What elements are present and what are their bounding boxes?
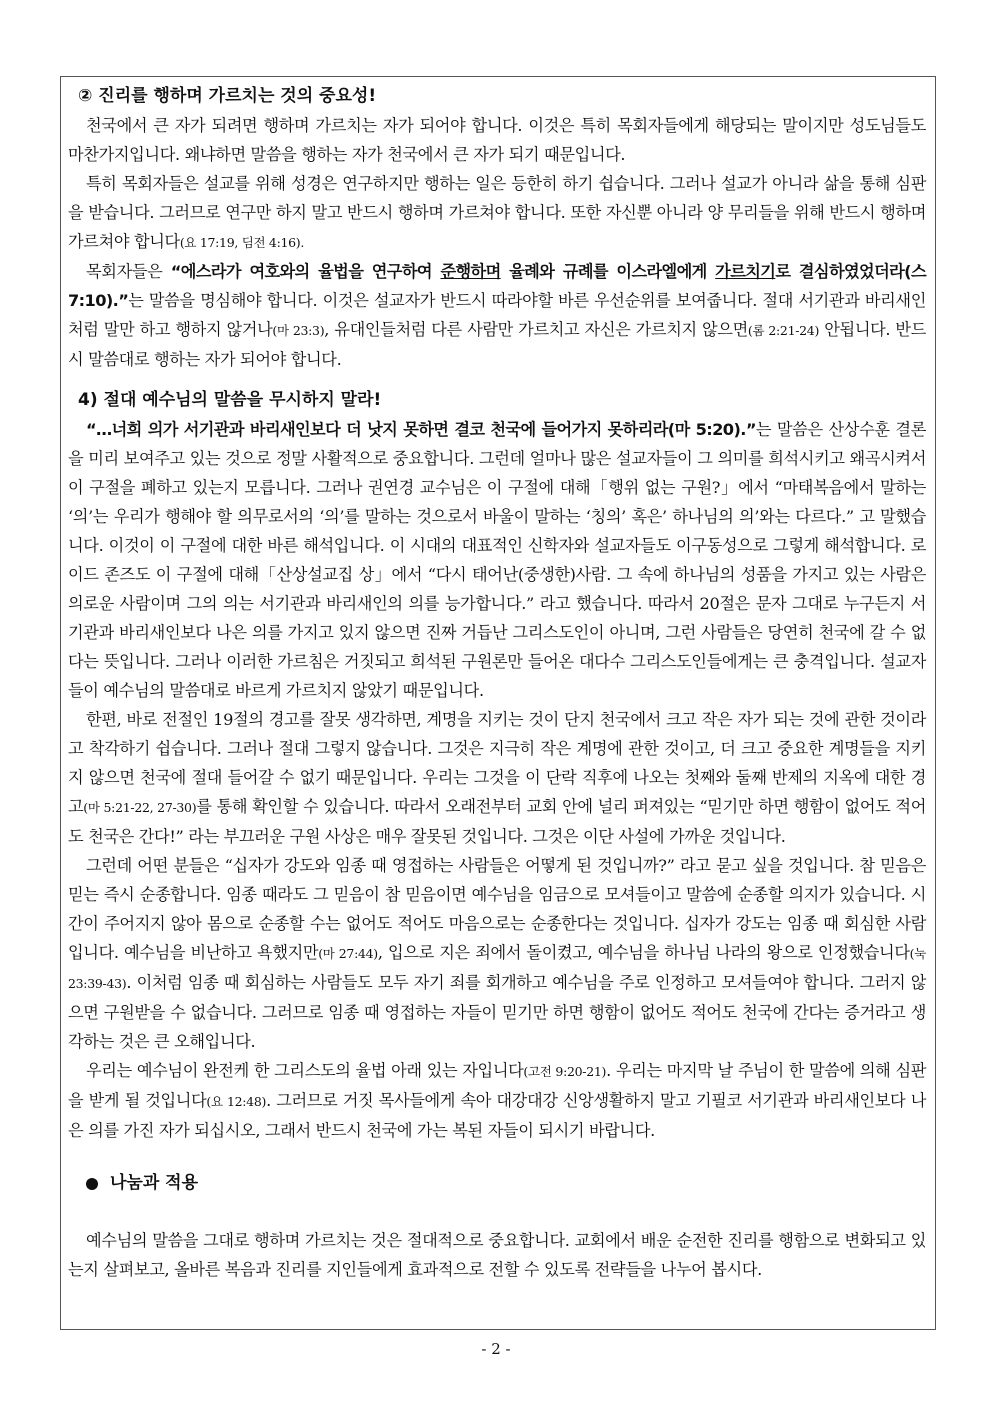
sharing-paragraph: 예수님의 말씀을 그대로 행하며 가르치는 것은 절대적으로 중요합니다. 교회에서 배운 순전한 진리를 행함으로 변화되고 있는지 살펴보고, 올바른 복음과 진리를 지인들에게 효과적으로 전할 수 있도록 전략들을 나누어 봅시다. xyxy=(68,1231,926,1279)
section-4-paragraph-1 xyxy=(68,415,926,705)
paragraph-text: 그런데 어떤 분들은 “십자가 강도와 임종 때 영접하는 사람들은 어떻게 된 것입니까?” 라고 묻고 싶을 것입니다. 참 믿음은 믿는 즉시 순종합니다. 임종 때라도 그 믿음이 참 믿음이면 예수님을 임금으로 모셔들이고 말씀에 순종할 의지가 있습니다. 시간이 주어지지 않아 몸으로 순종할 수는 없어도 적어도 마음으로는 순종한다는 것입니다. 십자가 강도는 임종 때 회심한 사람입니다. 예수님을 비난하고 욕했지만 xyxy=(68,856,926,962)
scripture-reference: (요 17:19, 딤전 4:16). xyxy=(179,235,305,250)
paragraph-text: . 그러므로 거짓 목사들에게 속아 대강대강 신앙생활하지 말고 기필코 서기관과 바리새인보다 나은 의를 가진 자가 되십시오, 그래서 반드시 천국에 가는 복된 자들이 되시기 바랍니다. xyxy=(68,1091,926,1140)
bullet-icon xyxy=(86,1178,98,1190)
section-4-paragraph-4 xyxy=(68,1056,926,1145)
paragraph-text: 는 말씀은 산상수훈 결론을 미리 보여주고 있는 것으로 정말 사활적으로 중요합니다. 그런데 얼마나 많은 설교자들이 그 의미를 희석시키고 왜곡시켜서 이 구절을 폐하고 있는지 모릅니다. 그러나 권연경 교수님은 이 구절에 대해「행위 없는 구원?」에서 “마태복음에서 말하는 ‘의’는 우리가 행해야 할 의무로서의 ‘의’를 말하는 것으로서 바울이 말하는 ‘칭의’ 혹은’ 하나님의 의’와는 다르다.” 고 말했습니다. 이것이 이 구절에 대한 바른 해석입니다. 이 시대의 대표적인 신학자와 설교자들도 이구동성으로 그렇게 해석합니다. 로이드 존즈도 이 구절에 대해「산상설교집 상」에서 “다시 태어난(중생한)사람. 그 속에 하나님의 성품을 가지고 있는 사람은 의로운 사람이며 그의 의는 서기관과 바리새인의 의를 능가합니다.” 라고 했습니다. 따라서 20절은 문자 그대로 누구든지 서기관과 바리새인보다 나은 의를 가지고 있지 않으면 진짜 거듭난 그리스도인이 아니며, 그런 사람들은 당연히 천국에 갈 수 없다는 뜻입니다. 그러나 이러한 가르침은 거짓되고 희석된 구원론만 들어온 대다수 그리스도인들에게는 큰 충격입니다. 설교자들이 예수님의 말씀대로 바르게 가르치지 않았기 때문입니다. xyxy=(68,420,926,700)
paragraph-text: . 우리는 마지막 날 주님이 한 말씀에 의해 심판을 받게 될 것입니다 xyxy=(68,1061,927,1110)
scripture-reference: (마 23:3) xyxy=(272,323,325,338)
underlined-word: 가르치기 xyxy=(715,262,776,281)
section-2-paragraph-1: 천국에서 큰 자가 되려면 행하며 가르치는 자가 되어야 합니다. 이것은 특히 목회자들에게 해당되는 말이지만 성도님들도 마찬가지입니다. 왜냐하면 말씀을 행하는 자가 천국에서 큰 자가 되기 때문입니다. xyxy=(68,116,926,164)
scripture-reference: (고전 9:20-21) xyxy=(523,1064,607,1079)
section-4-heading: 4) 절대 예수님의 말씀을 무시하지 말라! xyxy=(78,390,382,410)
bold-quote: “…너희 의가 서기관과 바리새인보다 더 낫지 못하면 결코 천국에 들어가지 못하리라(마 5:20).” xyxy=(86,420,756,439)
scripture-reference: (눅 23:39-43) xyxy=(68,946,926,991)
scripture-reference: (요 12:48) xyxy=(206,1094,267,1109)
section-2-heading: ② 진리를 행하며 가르치는 것의 중요성! xyxy=(78,86,377,106)
quote-part: 율례와 규례를 이스라엘에게 xyxy=(500,262,716,281)
paragraph-text: 를 통해 확인할 수 있습니다. 따라서 오래전부터 교회 안에 널리 퍼져있는 “믿기만 하면 행함이 없어도 적어도 천국은 간다!” 라는 부끄러운 구원 사상은 매우 잘못된 것입니다. 그것은 이단 사설에 가까운 것입니다. xyxy=(68,797,926,846)
underlined-word: 준행하며 xyxy=(440,262,501,281)
section-2-paragraph-2 xyxy=(68,169,926,257)
paragraph-text: . 이처럼 임종 때 회심하는 사람들도 모두 자기 죄를 회개하고 예수님을 주로 인정하고 모셔들여야 합니다. 그러지 않으면 구원받을 수 없습니다. 그러므로 임종 때 영접하는 자들이 믿기만 하면 행함이 없어도 적어도 천국에 간다는 증거라고 생각하는 것은 큰 오해입니다. xyxy=(68,973,926,1051)
quote-part: 로 결심하였었더라(스 7:10).” xyxy=(68,262,926,310)
scripture-reference: (롬 2:21-24) xyxy=(747,323,820,338)
paragraph-text: 안됩니다. 반드시 말씀대로 행하는 자가 되어야 합니다. xyxy=(68,320,927,369)
section-4-paragraph-2 xyxy=(68,705,926,851)
section-4-paragraph-3 xyxy=(68,851,926,1056)
paragraph-text: 는 말씀을 명심해야 합니다. 이것은 설교자가 반드시 따라야할 바른 우선순위를 보여줍니다. 절대 서기관과 바리새인처럼 말만 하고 행하지 않거나 xyxy=(68,291,926,339)
paragraph-text: , 입으로 지은 죄에서 돌이켰고, 예수님을 하나님 나라의 왕으로 인정했습니다 xyxy=(377,943,910,962)
paragraph-text: 한편, 바로 전절인 19절의 경고를 잘못 생각하면, 계명을 지키는 것이 단지 천국에서 크고 작은 자가 되는 것에 관한 것이라고 착각하기 쉽습니다. 그러나 절대 그렇지 않습니다. 그것은 지극히 작은 계명에 관한 것이고, 더 크고 중요한 계명들을 지키지 않으면 천국에 절대 들어갈 수 없기 때문입니다. 우리는 그것을 이 단락 직후에 나오는 첫째와 둘째 반제의 지옥에 대한 경고 xyxy=(68,710,926,816)
scripture-reference: (마 27:44) xyxy=(318,946,378,961)
scripture-reference: (마 5:21-22, 27-30) xyxy=(83,800,197,815)
document-body xyxy=(68,82,926,1284)
sharing-heading-text: 나눔과 적용 xyxy=(110,1173,199,1193)
paragraph-text: 특히 목회자들은 설교를 위해 성경은 연구하지만 행하는 일은 등한히 하기 쉽습니다. 그러나 설교가 아니라 삶을 통해 심판을 받습니다. 그러므로 연구만 하지 말고 반드시 행하며 가르쳐야 합니다. 또한 자신뿐 아니라 양 무리들을 위해 반드시 행하며 가르쳐야 합니다 xyxy=(68,174,926,251)
section-2-paragraph-3 xyxy=(68,257,926,374)
paragraph-text: 우리는 예수님이 완전케 한 그리스도의 율법 아래 있는 자입니다 xyxy=(86,1061,524,1080)
quote-part: “에스라가 여호와의 율법을 연구하여 xyxy=(170,262,441,281)
sharing-heading xyxy=(68,1169,926,1198)
paragraph-lead: 목회자들은 xyxy=(86,262,171,281)
page-number: - 2 - xyxy=(481,1340,511,1358)
paragraph-text: , 유대인들처럼 다른 사람만 가르치고 자신은 가르치지 않으면 xyxy=(324,320,748,339)
